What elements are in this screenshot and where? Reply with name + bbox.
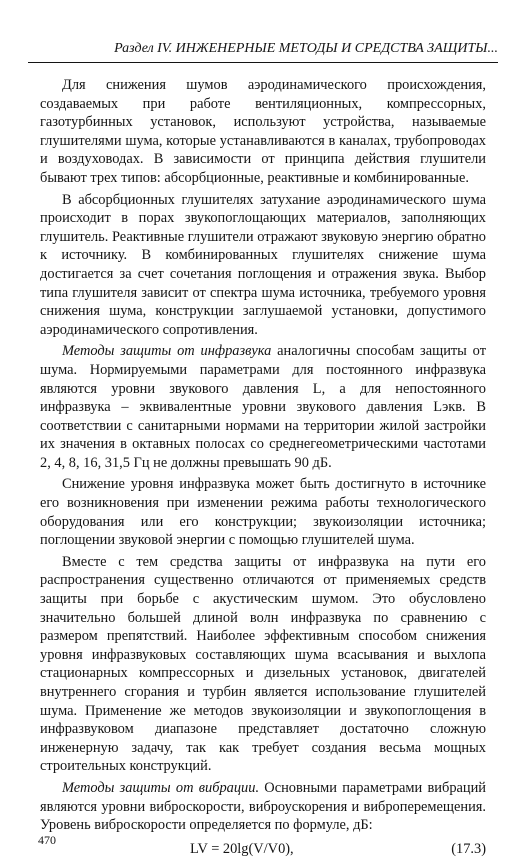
running-head: Раздел IV. ИНЖЕНЕРНЫЕ МЕТОДЫ И СРЕДСТВА ЗАЩИТЫ... <box>114 41 498 56</box>
body-text <box>40 76 486 859</box>
paragraph-lead: Методы защиты от инфразвука <box>62 343 272 360</box>
paragraph-text: Снижение уровня инфразвука может быть достигнуто в источнике его возникновения при изменении режима работы технологического оборудования или его конструкции; звукоизоляции источника; поглощении звуковой энергии с помощью глушителей шума. <box>40 476 486 549</box>
paragraph-text: аналогичны способам защиты от шума. Нормируемыми параметрами для постоянного инфразвука являются уровни звукового давления L, а для непостоянного инфразвука – эквивалентные уровни звукового давления Lэкв. В соответствии с санитарными нормами на территории жилой застройки их значения в октавных полосах со среднегеометрическими частотами 2, 4, 8, 16, 31,5 Гц не должны превышать 90 дБ. <box>40 343 486 471</box>
header-rule <box>28 62 498 63</box>
formula-line <box>40 839 486 859</box>
paragraph <box>40 191 486 340</box>
paragraph-lead: Методы защиты от вибрации. <box>62 779 260 796</box>
paragraph-text: Для снижения шумов аэродинамического происхождения, создаваемых при работе вентиляционных, компрессорных, газотурбинных установок, используют устройства, называемые глушителями шума, которые устанавливаются в каналах, трубопроводах и воздуховодах. В зависимости от принципа действия глушители бывают трех типов: абсорбционные, реактивные и комбинированные. <box>40 77 486 186</box>
paragraph-text: Основными параметрами вибраций являются уровни виброскорости, виброускорения и виброперемещения. Уровень виброскорости определяется по формуле, дБ: <box>40 779 487 834</box>
paragraph <box>40 342 486 472</box>
formula-number: (17.3) <box>451 840 486 857</box>
page-number: 470 <box>38 833 56 847</box>
paragraph-text: В абсорбционных глушителях затухание аэродинамического шума происходит в порах звукопоглощающих материалов, заполняющих глушитель. Реактивные глушители отражают звуковую энергию обратно к источнику. В комбинированных глушителях снижение шума достигается за счет сочетания поглощения и отражения звука. Выбор типа глушителя зависит от спектра шума источника, требуемого уровня снижения шума, конструкции заглушаемой установки, допустимого аэродинамического сопротивления. <box>40 191 486 338</box>
formula-expression: LV = 20lg(V/V0), <box>190 840 294 857</box>
paragraph <box>40 779 486 835</box>
paragraph <box>40 553 486 776</box>
paragraph <box>40 475 486 549</box>
paragraph-text: Вместе с тем средства защиты от инфразвука на пути его распространения существенно отличаются от применяемых средств защиты при борьбе с акустическим шумом. Это обусловлено значительно большей длиной волн инфразвука по сравнению с размером препятствий. Наиболее эффективным способом снижения уровня инфразвуковых составляющих шума всасывания и выхлопа стационарных компрессорных и дизельных установок, двигателей внутреннего сгорания и турбин является использование глушителей шума. Применение же методов звукоизоляции и звукопоглощения в инфразвуковом диапазоне представляет достаточно сложную инженерную задачу, так как требует создания весьма мощных строительных конструкций. <box>40 553 486 775</box>
paragraph <box>40 76 486 188</box>
